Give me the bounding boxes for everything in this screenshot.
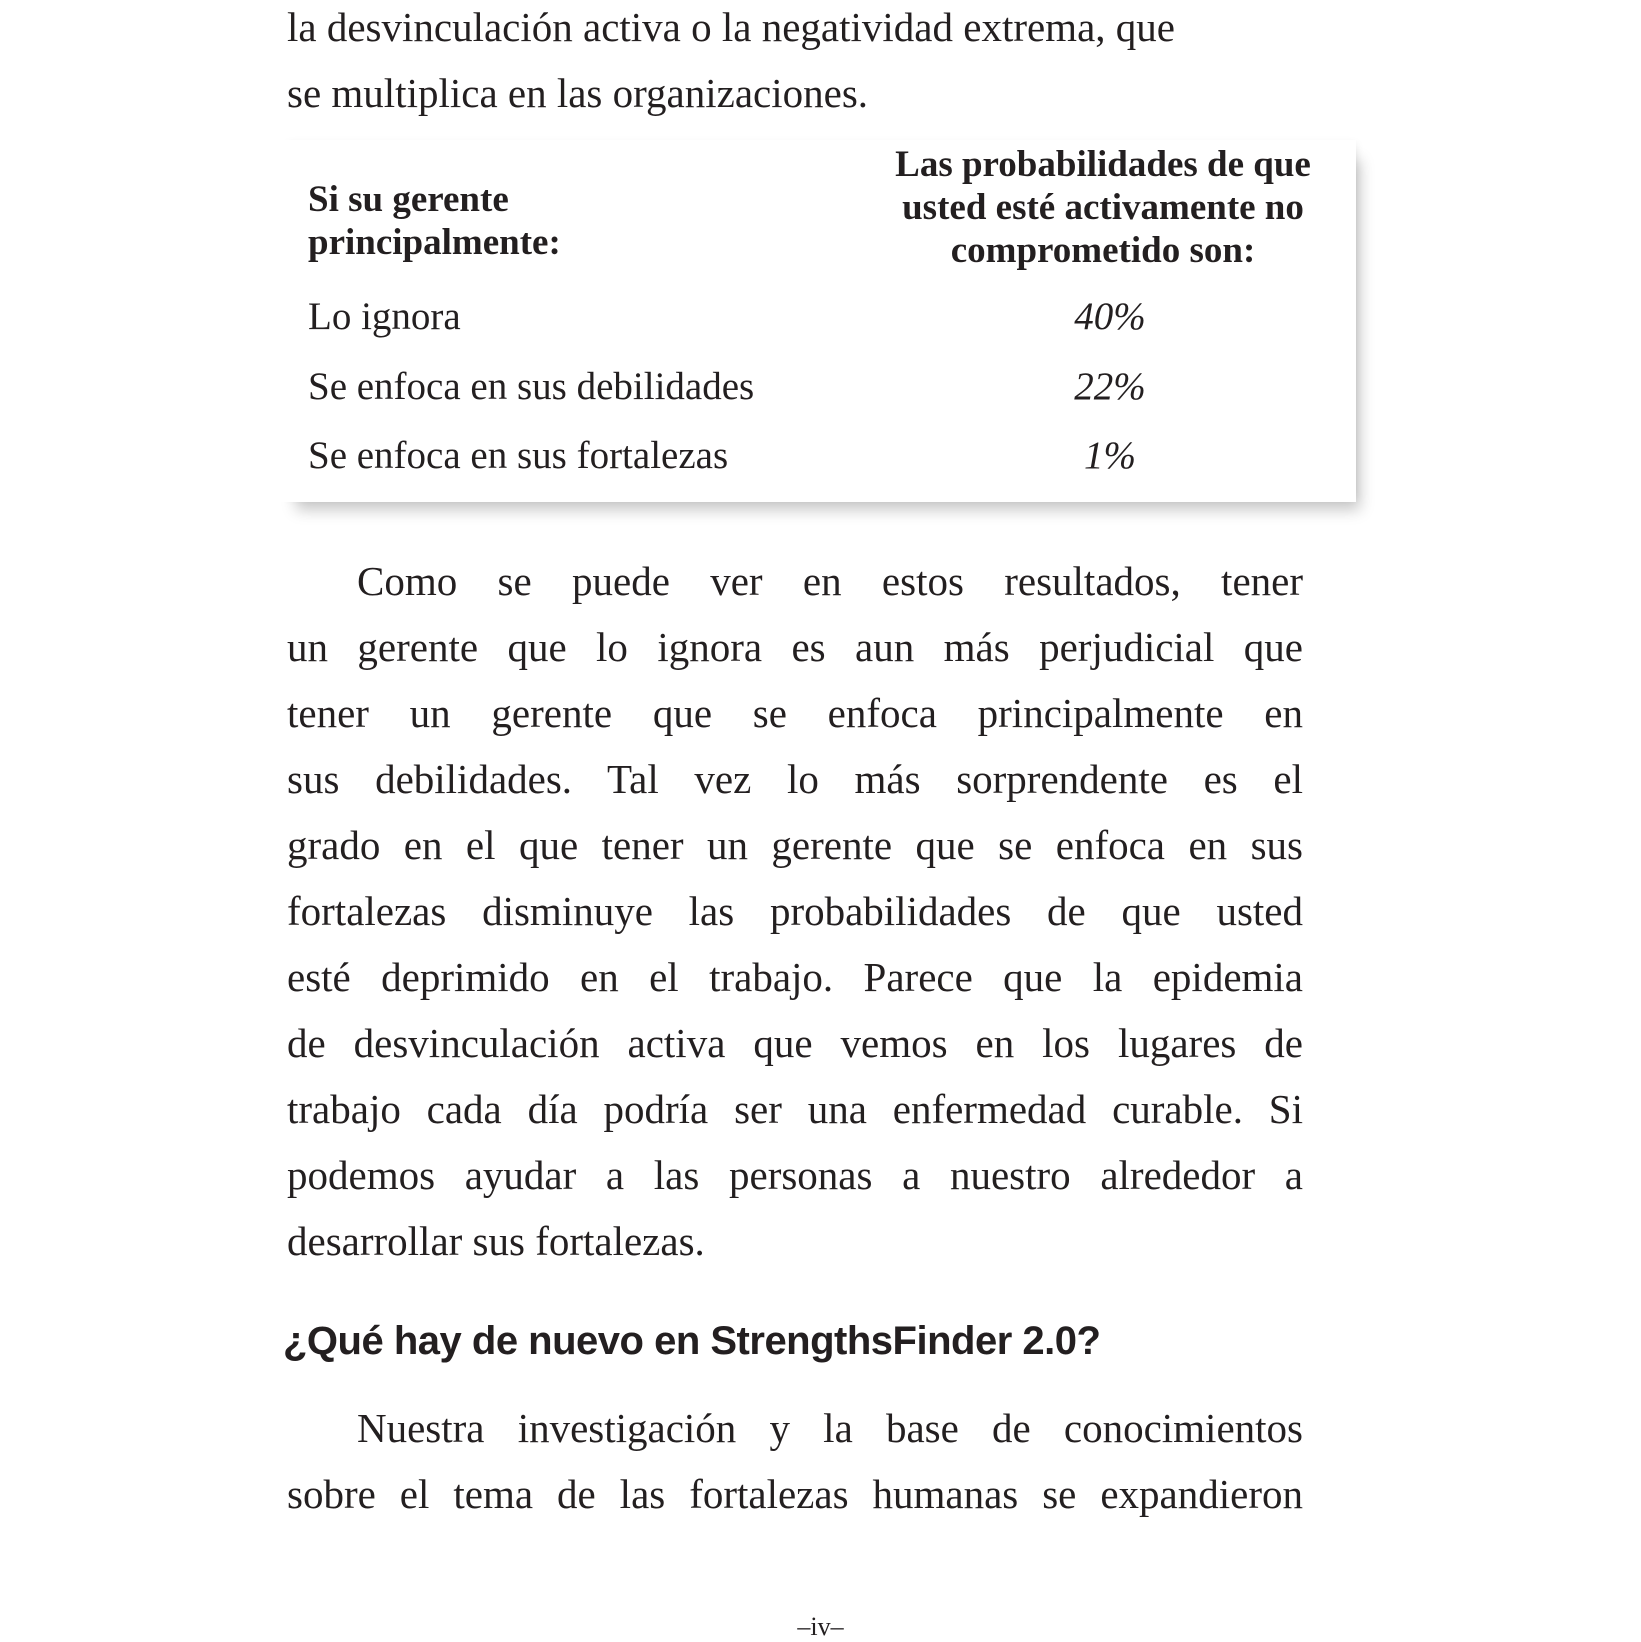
table-row-label: Se enfoca en sus debilidades [308,365,755,408]
paragraph-1-line: esté deprimido en el trabajo. Parece que la epidemia [287,954,1303,1000]
paragraph-1-line: trabajo cada día podría ser una enfermedad curable. Si [287,1086,1303,1132]
table-header-probability: Las probabilidades de que usted esté activamente no comprometido son: [895,144,1311,271]
paragraph-1-line: de desvinculación activa que vemos en los lugares de [287,1020,1303,1066]
page-number: –iv– [797,1612,844,1641]
paragraph-1-line: desarrollar sus fortalezas. [287,1218,705,1264]
paragraph-2-line: sobre el tema de las fortalezas humanas se expandieron [287,1471,1303,1517]
paragraph-1-line: tener un gerente que se enfoca principalmente en [287,690,1303,736]
paragraph-1-line: grado en el que tener un gerente que se enfoca en sus [287,822,1303,868]
table-row-value: 40% [1074,295,1146,338]
table-row-value: 22% [1074,365,1146,408]
intro-line-2: se multiplica en las organizaciones. [287,70,869,116]
table-row-value: 1% [1084,434,1136,477]
intro-line-1: la desvinculación activa o la negatividad extrema, que [287,4,1175,50]
paragraph-1-line: podemos ayudar a las personas a nuestro alrededor a [287,1152,1303,1198]
table-header-manager: Si su gerente principalmente: [308,179,561,263]
paragraph-1-line: fortalezas disminuye las probabilidades de que usted [287,888,1303,934]
paragraph-1-line: un gerente que lo ignora es aun más perjudicial que [287,624,1303,670]
section-heading: ¿Qué hay de nuevo en StrengthsFinder 2.0? [283,1319,1101,1363]
paragraph-1-line: Como se puede ver en estos resultados, tener [357,558,1303,604]
table-row-label: Lo ignora [308,295,461,338]
table-row-label: Se enfoca en sus fortalezas [308,434,729,477]
paragraph-1-line: sus debilidades. Tal vez lo más sorprendente es el [287,756,1303,802]
paragraph-2-line: Nuestra investigación y la base de conocimientos [357,1405,1303,1451]
